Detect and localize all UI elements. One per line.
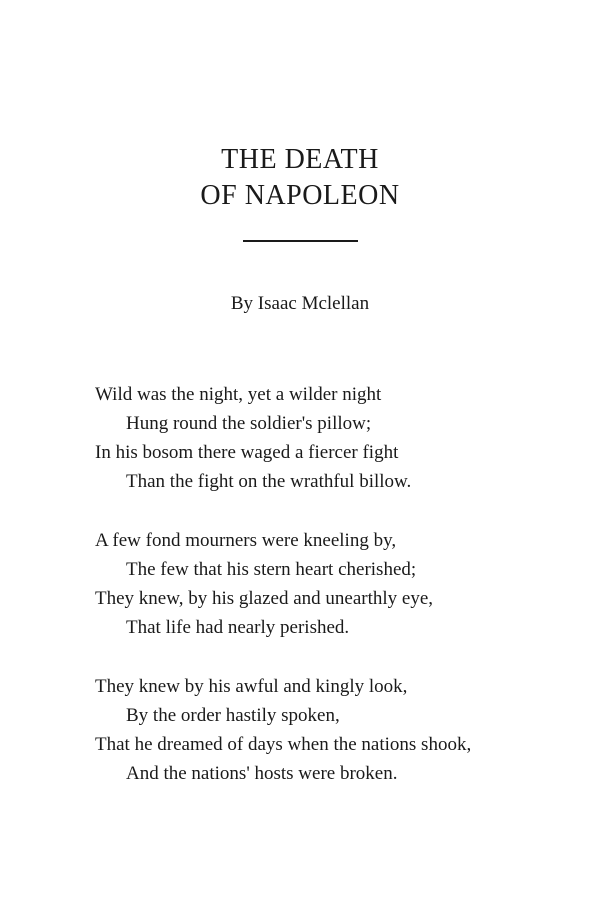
poem-line: They knew by his awful and kingly look,: [95, 676, 408, 697]
poem-body: [95, 380, 575, 818]
poem-line: Hung round the soldier's pillow;: [126, 413, 372, 434]
poem-line: Wild was the night, yet a wilder night: [95, 384, 382, 405]
poem-title: [0, 142, 600, 214]
poem-line: In his bosom there waged a fiercer fight: [95, 442, 399, 463]
poem-line: Than the fight on the wrathful billow.: [126, 471, 412, 492]
title-divider: [243, 240, 358, 242]
title-line-2: OF NAPOLEON: [200, 180, 400, 211]
stanza: [95, 380, 575, 496]
poem-line: That life had nearly perished.: [126, 617, 350, 638]
poem-line: The few that his stern heart cherished;: [126, 559, 417, 580]
stanza: [95, 526, 575, 642]
poem-line: That he dreamed of days when the nations shook,: [95, 734, 472, 755]
poem-line: They knew, by his glazed and unearthly eye,: [95, 588, 434, 609]
title-line-1: THE DEATH: [221, 144, 379, 175]
poem-line: A few fond mourners were kneeling by,: [95, 530, 397, 551]
author-byline: By Isaac Mclellan: [230, 293, 370, 314]
poem-line: And the nations' hosts were broken.: [126, 763, 398, 784]
stanza: [95, 672, 575, 788]
poem-line: By the order hastily spoken,: [126, 705, 340, 726]
